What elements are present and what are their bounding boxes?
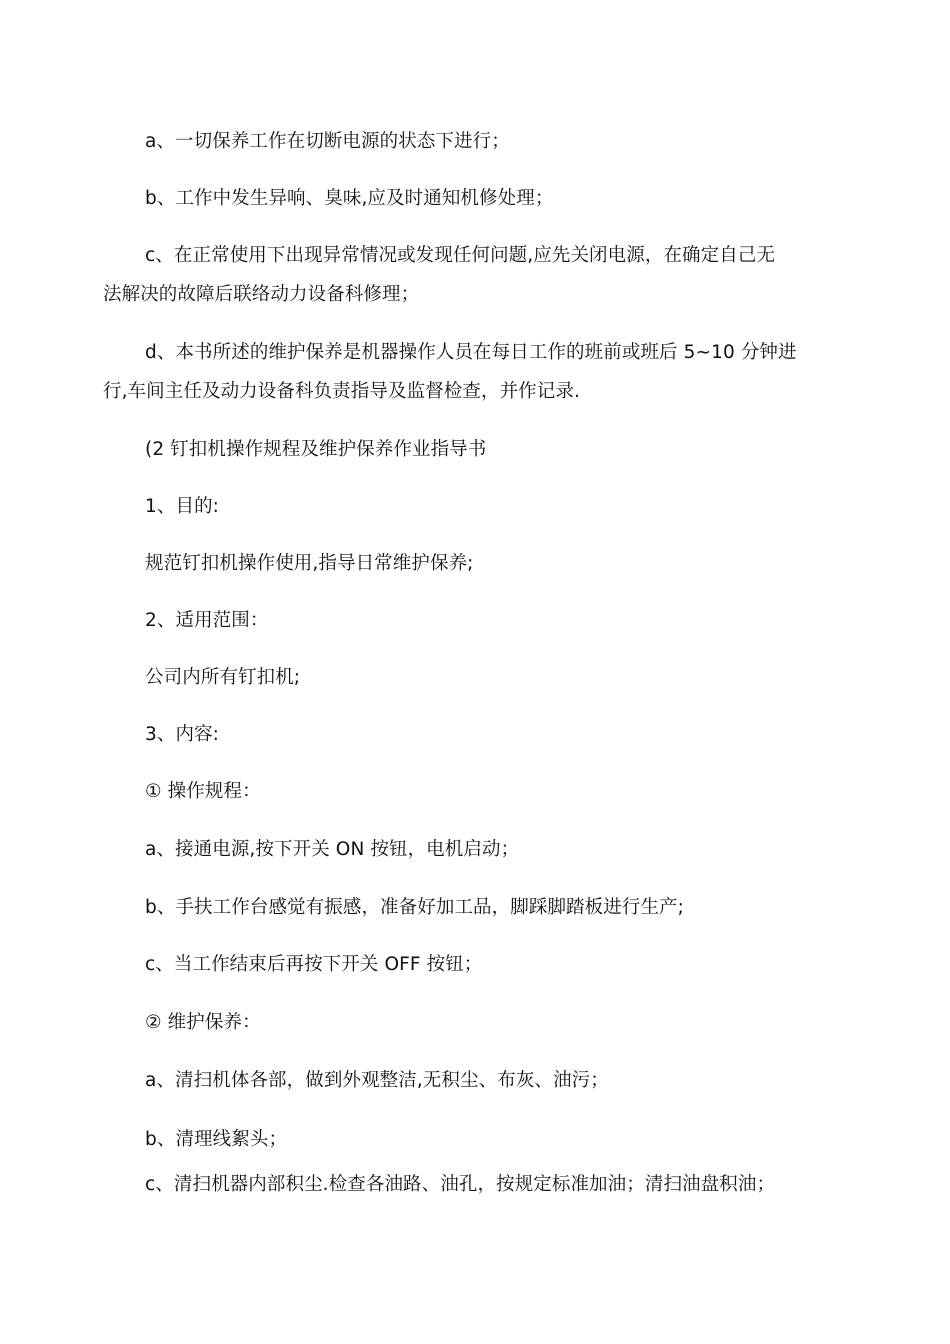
paragraph-line: a、一切保养工作在切断电源的状态下进行； xyxy=(145,131,510,152)
list-item: c、清扫机器内部积尘.检查各油路、油孔，按规定标准加油；清扫油盘积油； xyxy=(145,1174,776,1195)
section-heading: (2 钉扣机操作规程及维护保养作业指导书 xyxy=(145,439,487,460)
paragraph-line: c、在正常使用下出现异常情况或发现任何问题,应先关闭电源，在确定自己无 xyxy=(145,245,776,266)
subsection-heading: ② 维护保养： xyxy=(145,1012,261,1033)
list-item: b、手扶工作台感觉有振感，准备好加工品，脚踩脚踏板进行生产; xyxy=(145,897,684,918)
list-item: b、清理线絮头； xyxy=(145,1129,288,1150)
paragraph-line: 法解决的故障后联络动力设备科修理； xyxy=(103,284,420,305)
paragraph-line: b、工作中发生异响、臭味,应及时通知机修处理； xyxy=(145,188,554,209)
list-item: 1、目的: xyxy=(145,496,220,517)
list-item: 2、适用范围： xyxy=(145,610,269,631)
paragraph-line: 行,车间主任及动力设备科负责指导及监督检查，并作记录. xyxy=(103,381,580,402)
list-item: a、清扫机体各部，做到外观整洁,无积尘、布灰、油污； xyxy=(145,1070,609,1091)
subsection-heading: ① 操作规程： xyxy=(145,781,261,802)
list-item: 3、内容: xyxy=(145,724,220,745)
paragraph-line: d、本书所述的维护保养是机器操作人员在每日工作的班前或班后 5~10 分钟进 xyxy=(145,342,797,363)
list-item: c、当工作结束后再按下开关 OFF 按钮； xyxy=(145,954,483,975)
paragraph-line: 规范钉扣机操作使用,指导日常维护保养; xyxy=(145,553,474,574)
list-item: a、接通电源,按下开关 ON 按钮，电机启动； xyxy=(145,839,520,860)
paragraph-line: 公司内所有钉扣机; xyxy=(145,667,301,688)
